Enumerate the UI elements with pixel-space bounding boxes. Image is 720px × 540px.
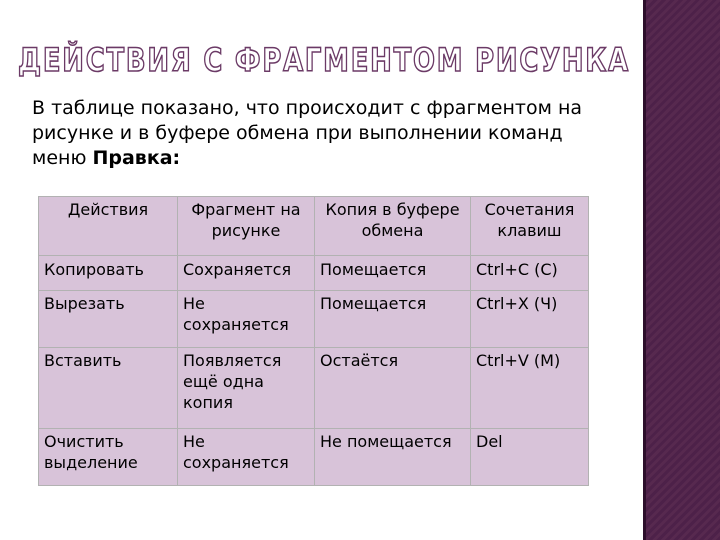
- table-row: [39, 348, 589, 429]
- actions-table: [38, 196, 589, 486]
- intro-text: В таблице показано, что происходит с фрагментом на рисунке и в буфере обмена при выполнении команд меню: [32, 97, 583, 169]
- cell-fragment: Сохраняется: [178, 256, 315, 291]
- table-row: [39, 429, 589, 486]
- cell-fragment: Не сохраняется: [178, 429, 315, 486]
- cell-action: Вставить: [39, 348, 178, 429]
- table-header-row: [39, 197, 589, 256]
- cell-clipboard: Не помещается: [315, 429, 471, 486]
- slide-title: [14, 39, 634, 79]
- cell-shortcut: Ctrl+C (С): [471, 256, 589, 291]
- cell-shortcut: Ctrl+V (М): [471, 348, 589, 429]
- cell-clipboard: Помещается: [315, 291, 471, 348]
- slide-title-text: ДЕЙСТВИЯ С ФРАГМЕНТОМ РИСУНКА: [18, 41, 630, 79]
- cell-fragment: Не сохраняется: [178, 291, 315, 348]
- intro-paragraph: [32, 96, 622, 171]
- cell-fragment: Появляется ещё одна копия: [178, 348, 315, 429]
- sidebar-texture: [643, 0, 720, 540]
- slide-title-graphic: [14, 39, 634, 79]
- cell-action: Копировать: [39, 256, 178, 291]
- cell-shortcut: Ctrl+X (Ч): [471, 291, 589, 348]
- cell-action: Очистить выделение: [39, 429, 178, 486]
- table-row: [39, 291, 589, 348]
- table-row: [39, 256, 589, 291]
- menu-name: Правка:: [92, 147, 181, 169]
- header-actions: Действия: [39, 197, 178, 256]
- header-fragment: Фрагмент на рисунке: [178, 197, 315, 256]
- header-clipboard: Копия в буфере обмена: [315, 197, 471, 256]
- cell-clipboard: Остаётся: [315, 348, 471, 429]
- cell-shortcut: Del: [471, 429, 589, 486]
- header-shortcut: Сочетания клавиш: [471, 197, 589, 256]
- cell-clipboard: Помещается: [315, 256, 471, 291]
- decorative-sidebar: [643, 0, 720, 540]
- cell-action: Вырезать: [39, 291, 178, 348]
- sidebar-edge: [643, 0, 646, 540]
